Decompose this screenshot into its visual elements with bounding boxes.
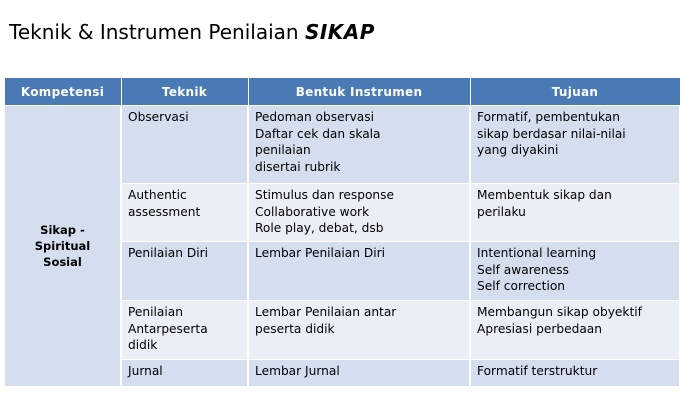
teknik-line: Observasi xyxy=(128,110,189,124)
instrumen-line: Role play, debat, dsb xyxy=(255,221,384,236)
tujuan-line: Membangun sikap obyektif xyxy=(477,305,642,319)
teknik-line: Penilaian Diri xyxy=(128,246,208,260)
teknik-cell xyxy=(121,184,248,242)
kompetensi-line: Spiritual xyxy=(34,239,91,253)
teknik-line: assessment xyxy=(128,204,201,219)
title-prefix: Teknik & Instrumen Penilaian xyxy=(9,20,305,44)
table-row xyxy=(4,106,680,184)
instrumen-line: disertai rubrik xyxy=(255,159,341,174)
teknik-line: Antarpeserta xyxy=(128,321,208,336)
header-bentuk-instrumen: Bentuk Instrumen xyxy=(248,78,470,106)
instrumen-cell xyxy=(248,184,470,242)
instrumen-line: Lembar Penilaian Diri xyxy=(255,246,386,260)
instrumen-line: Lembar Penilaian antar xyxy=(255,305,397,319)
header-tujuan: Tujuan xyxy=(470,78,680,106)
header-teknik: Teknik xyxy=(121,78,248,106)
instrumen-line: Pedoman observasi xyxy=(255,110,375,124)
teknik-line: Penilaian xyxy=(128,305,183,319)
page-title xyxy=(9,18,375,46)
tujuan-line: Intentional learning xyxy=(477,246,597,260)
instrumen-line: Stimulus dan response xyxy=(255,188,394,202)
instrumen-cell xyxy=(248,301,470,360)
assessment-table xyxy=(3,77,681,387)
tujuan-line: sikap berdasar nilai-nilai xyxy=(477,126,626,141)
tujuan-cell xyxy=(470,301,680,360)
instrumen-line: penilaian xyxy=(255,143,311,158)
teknik-line: didik xyxy=(128,338,158,353)
teknik-cell xyxy=(121,242,248,301)
instrumen-line: Collaborative work xyxy=(255,204,370,219)
teknik-cell xyxy=(121,106,248,184)
header-kompetensi: Kompetensi xyxy=(4,78,121,106)
tujuan-line: Apresiasi perbedaan xyxy=(477,321,603,336)
tujuan-cell xyxy=(470,106,680,184)
teknik-cell xyxy=(121,301,248,360)
instrumen-line: Lembar Jurnal xyxy=(255,364,340,378)
instrumen-cell xyxy=(248,106,470,184)
tujuan-line: Formatif, pembentukan xyxy=(477,110,620,124)
teknik-line: Jurnal xyxy=(128,364,163,378)
tujuan-line: Formatif terstruktur xyxy=(477,364,598,378)
tujuan-cell xyxy=(470,184,680,242)
instrumen-cell xyxy=(248,242,470,301)
tujuan-line: Self correction xyxy=(477,279,566,294)
tujuan-line: yang diyakini xyxy=(477,143,559,158)
tujuan-line: perilaku xyxy=(477,204,526,219)
kompetensi-line: Sosial xyxy=(43,255,82,269)
kompetensi-cell xyxy=(4,106,121,387)
instrumen-line: peserta didik xyxy=(255,321,335,336)
kompetensi-line: Sikap - xyxy=(40,223,85,237)
tujuan-line: Self awareness xyxy=(477,262,569,277)
tujuan-line: Membentuk sikap dan xyxy=(477,188,612,202)
title-emphasis: SIKAP xyxy=(304,20,375,44)
header-row xyxy=(4,78,680,106)
teknik-line: Authentic xyxy=(128,188,187,202)
instrumen-cell xyxy=(248,360,470,387)
tujuan-cell xyxy=(470,242,680,301)
teknik-cell xyxy=(121,360,248,387)
tujuan-cell xyxy=(470,360,680,387)
instrumen-line: Daftar cek dan skala xyxy=(255,126,381,141)
